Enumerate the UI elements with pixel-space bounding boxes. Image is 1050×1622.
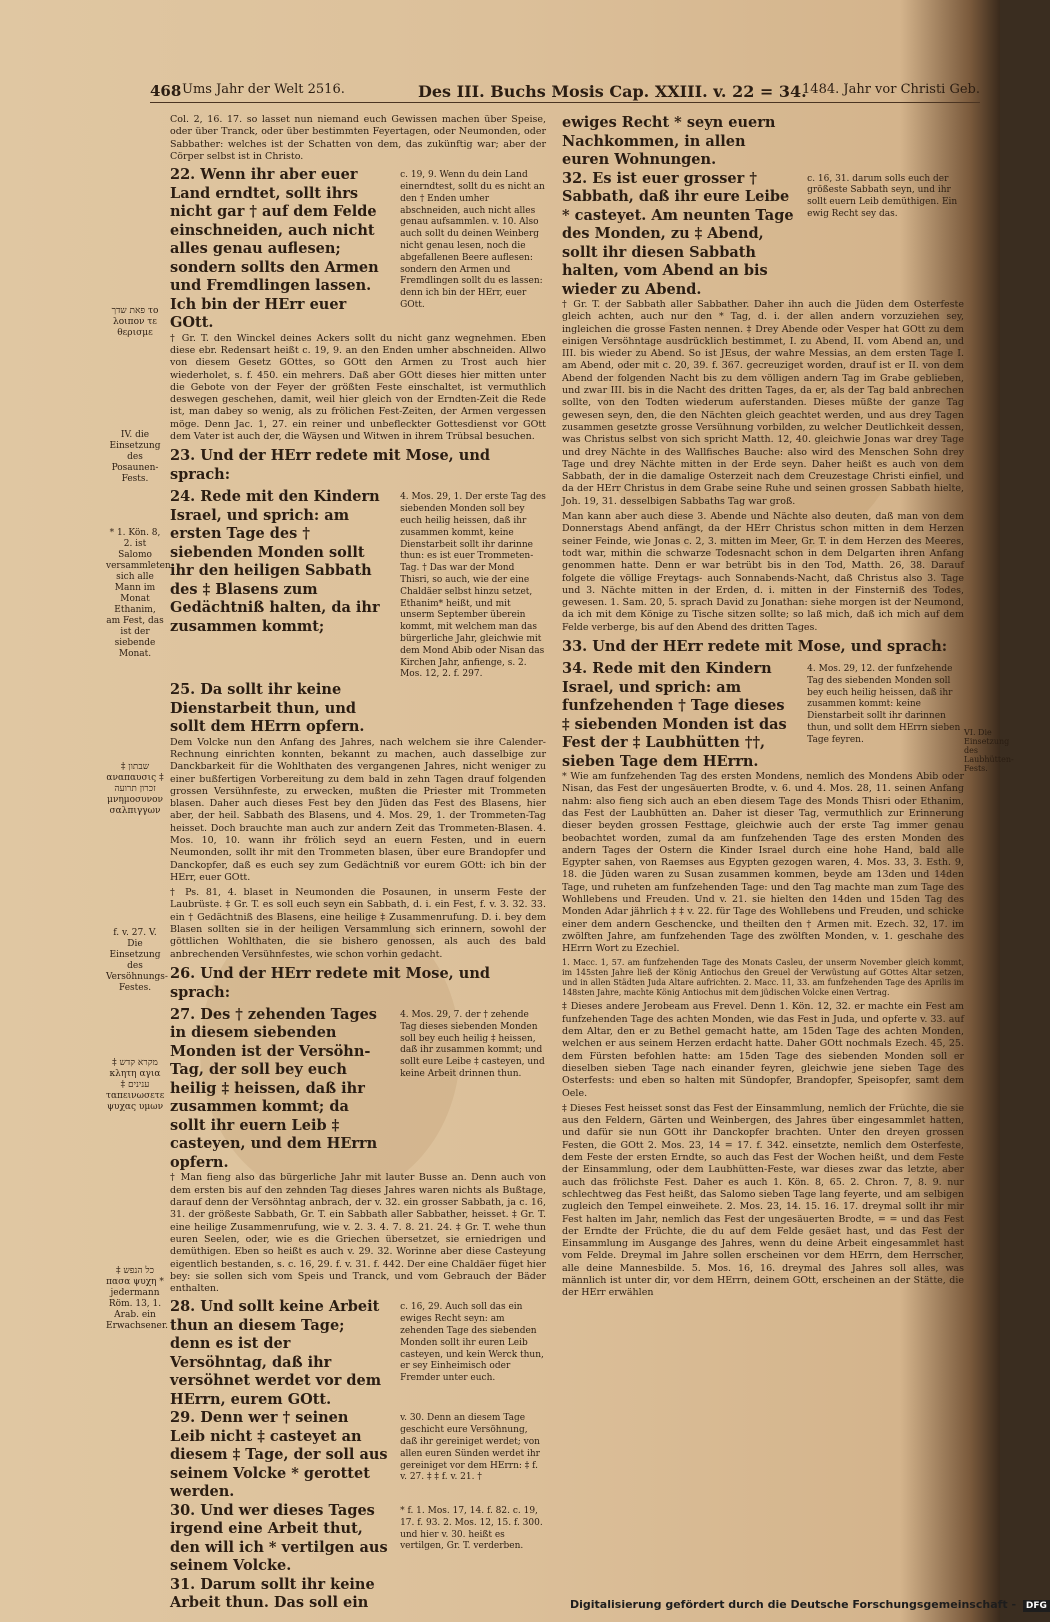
cross-reference: 4. Mos. 29, 12. der funfzehende Tag des siebenden Monden soll bey euch heilig heissen, daß ihr zusammen kommt: keine Dienstarbeit sollt ihr darinnen thun, und sollt dem HErrn sieben Tage feyren. xyxy=(807,664,961,745)
verse-text: 22. Wenn ihr aber euer Land erndtet, sollt ihrs nicht gar † auf dem Felde einschneiden, auch nicht alles genau auflesen; sondern sollts den Armen und Fremdlingen lassen. Ich bin der HErr euer GOtt. xyxy=(170,166,379,332)
gloss: 1. Macc. 1, 57. am funfzehenden Tage des Monats Casleu, der unserm November gleich kommt, im 145sten Jahre ließ der König Antiochus den Greuel der Verwüstung auf GOttes Altar setzen, und in allen Städten Juda Altare aufrichten. 2. Macc. 11, 33. am funfzehenden Tage des Aprilis im 148sten Jahre, machte König Antiochus mit dem jüdischen Volcke einen Vertrag. xyxy=(562,958,964,998)
margin-note: ‡ שבתון αναπαυσις ‡ זכרון תרועה μνημοσυνον σαλπιγγων xyxy=(106,762,164,816)
dfg-logo: DFG xyxy=(1023,1600,1050,1612)
verse-text: 30. Und wer dieses Tages irgend eine Arbeit thut, den will ich * vertilgen aus seinem Volcke. xyxy=(170,1501,388,1575)
header-title: Des III. Buchs Mosis Cap. XXIII. v. 22 = 34. xyxy=(418,82,807,101)
verse-text: 24. Rede mit den Kindern Israel, und sprich: am ersten Tage des † siebenden Monden sollt ihr den heiligen Sabbath des ‡ Blasens zum Gedächtniß halten, da ihr zusammen kommt; xyxy=(170,488,380,635)
gloss: ‡ Dieses andere Jerobeam aus Frevel. Denn 1. Kön. 12, 32. er machte ein Fest am funfzehenden Tage des achten Monden, wie das Fest in Juda, und opferte v. 33. auf dem Altar, den er zu Bethel gemacht hatte, am 15den Tage des achten Monden, welchen er aus seinem Herzen erdacht hatte. Daher GOtt nochmals Ezech. 45, 25. dem Fürsten befohlen hatte: am 15den Tage des siebenden Monden soll er dieselben sieben Tage nach einander feyren, gleichwie jene sieben Tage des Osterfests: und eben so halten mit Sündopfer, Brandopfer, Speisopfer, samt dem Oele. xyxy=(562,1001,964,1099)
verse-27 xyxy=(170,1006,546,1173)
verse-text: 27. Des † zehenden Tages in diesem siebenden Monden ist der Versöhn-Tag, der soll bey euch heilig ‡ heissen, daß ihr zusammen kommt; da sollt ihr euern Leib ‡ casteyen, und dem HErrn opfern. xyxy=(170,1005,378,1171)
digitization-credit xyxy=(570,1598,1050,1612)
right-margin-strip xyxy=(960,88,1014,1588)
left-column xyxy=(170,114,546,1613)
verse-25 xyxy=(170,681,546,737)
cross-reference: 4. Mos. 29, 1. Der erste Tag des siebenden Monden soll bey euch heilig heissen, daß ihr zusammen kommt, keine Dienstarbeit sollt ihr darinne thun: es ist euer Trommeten-Tag. † Das war der Mond Thisri, so auch, wie der eine Chaldäer selbst hinzu setzet, Ethanim* heißt, und mit unserm September überein kommt, mit welchem man das bürgerliche Jahr, gleichwie mit dem Mond Abib oder Nisan das Kirchen Jahr, anfienge, s. 2. Mos. 12, 2. f. 297. xyxy=(400,492,546,680)
cross-reference: v. 30. Denn an diesem Tage geschicht eure Versöhnung, daß ihr gereiniget werdet; von allen euren Sünden werdet ihr gereiniget vor dem HErrn: ‡ f. v. 27. ‡ ‡ f. v. 21. † xyxy=(400,1413,540,1483)
verse-text: ewiges Recht * seyn euern Nachkommen, in allen euren Wohnungen. xyxy=(562,114,776,168)
cross-reference: c. 16, 31. darum solls euch der größeste Sabbath seyn, und ihr sollt euern Leib demüthigen. Ein ewig Recht sey das. xyxy=(807,173,958,219)
verse-text: 28. Und sollt keine Arbeit thun an diesem Tage; denn es ist der Versöhntag, daß ihr versöhnet werdet vor dem HErrn, eurem GOtt. xyxy=(170,1298,382,1408)
cross-reference: 4. Mos. 29, 7. der † zehende Tag dieses siebenden Monden soll bey euch heilig ‡ heissen, daß ihr zusammen kommt; und sollt eure Leibe ‡ casteyen, und keine Arbeit drinnen thun. xyxy=(400,1009,545,1079)
gloss: † Man fieng also das bürgerliche Jahr mit lauter Busse an. Denn auch von dem ersten bis auf den zehnden Tag dieses Jahres waren nichts als Bußtage, darauf denn der Versöhntag anbrach, der v. 32. ein grosser Sabbath, ja c. 16, 31. der größeste Sabbath, Gr. T. ein Sabbath aller Sabbather, heisset. ‡ Gr. T. eine heilige Zusammenrufung, wie v. 2. 3. 4. 7. 8. 21. 24. ‡ Gr. T. wehe thun euren Seelen, oder, wie es die Griechen übersetzet, sie erniedrigen und demüthigen. Eben so heißt es auch v. 29. 32. Worinne aber diese Casteyung eigentlich bestanden, s. c. 16, 29. f. v. 31. f. 442. Der eine Chaldäer füget hier bey: sie sollen sich vom Speis und Tranck, und vom Gebrauch der Bäder enthalten. xyxy=(170,1172,546,1295)
verse-31-continued xyxy=(562,114,964,170)
margin-note: f. v. 27. V. Die Einsetzung des Versöhnungs-Festes. xyxy=(106,928,168,993)
gloss: † Gr. T. den Winckel deines Ackers sollt du nicht ganz wegnehmen. Eben diese ebr. Redensart heißt c. 19, 9. an den Enden umher abschneiden. Allwo von diesem Gesetz GOttes, so GOtt den Armen zu Trost auch hier wiederholet, s. f. 450. ein mehrers. Daß aber GOtt dieses hier mitten unter die Gebote von der Feyer der größten Feste einschaltet, ist vermuthlich deswegen geschehen, damit, weil hier gleich von der Erndten-Zeit die Rede ist, man dabey so wenig, als zu frölichen Fest-Zeiten, der Armen vergessen möge. Denn Jac. 1, 27. ein reiner und unbefleckter Gottesdienst vor GOtt dem Vater ist auch der, die Wäysen und Witwen in ihrem Trübsal besuchen. xyxy=(170,332,546,443)
intro-text: Col. 2, 16. 17. so lasset nun niemand euch Gewissen machen über Speise, oder über Tranck, oder über bestimmten Feyertagen, oder Neumonden, oder Sabbather: welches ist der Schatten von dem, das zukünftig war; aber der Cörper selbst ist in Christo. xyxy=(170,114,546,162)
verse-text: 29. Denn wer † seinen Leib nicht ‡ casteyet an diesem ‡ Tage, der soll aus seinem Volcke * gerottet werden. xyxy=(170,1409,388,1501)
verse-32 xyxy=(562,170,964,300)
verse-24 xyxy=(170,488,546,681)
cross-reference: c. 16, 29. Auch soll das ein ewiges Recht seyn: am zehenden Tage des siebenden Monden sollt ihr euren Leib casteyen, und kein Werck thun, er sey Einheimisch oder Fremder unter euch. xyxy=(400,1302,544,1384)
verse-22 xyxy=(170,166,546,333)
verse-34 xyxy=(562,660,964,771)
verse-23: 23. Und der HErr redete mit Mose, und sprach: xyxy=(170,447,491,484)
margin-note: פאת שדך το λοιπον τε θερισμε xyxy=(111,306,159,338)
gloss: Man kann aber auch diese 3. Abende und Nächte also deuten, daß man von dem Donnerstags Abend anfängt, da der HErr Christus schon mitten in dem Herzen seiner Feinde, wie Jonas c. 2, 3. mitten im Meer, Gr. T. in dem Herzen des Meeres, todt war, mithin die schwarze Todesnacht schon in dem Delgarten ihren Anfang genommen hatte. Denn er war betrübt bis in den Tod, Matth. 26, 38. Darauf folgete die völlige Freytags- auch Sonnabends-Nacht, daß Christus also 3. Tage und 3. Nächte mitten in der Erden, d. i. mitten in der Finsterniß des Todes, gewesen. 1. Sam. 20, 5. sprach David zu Jonathan: siehe morgen ist der Neumond, da ich mit dem Könige zu Tische sitzen sollte; so laß mich, daß ich mich auf dem Felde verberge, bis auf den Abend des dritten Tages. xyxy=(562,511,964,633)
margin-note: * 1. Kön. 8, 2. ist Salomo versammleten sich alle Mann im Monat Ethanim, am Fest, das ist der siebende Monat. xyxy=(106,528,171,659)
verse-33: 33. Und der HErr redete mit Mose, und sprach: xyxy=(562,638,948,656)
verse-30 xyxy=(170,1502,546,1576)
margin-note: IV. die Einsetzung des Posaunen-Fests. xyxy=(109,430,161,484)
margin-note: ‡ מקרא קדש κλητη αγια ‡ ענינים ταπεινωσετε ψυχας υμων xyxy=(106,1058,165,1112)
gloss: † Ps. 81, 4. blaset in Neumonden die Posaunen, in unserm Feste der Laubrüste. ‡ Gr. T. es soll euch seyn ein Sabbath, d. i. ein Fest, f. v. 3. 32. 33. ein † Gedächtniß des Blasens, eine heilige ‡ Zusammenrufung. D. i. bey dem Blasen sollten sie in der heiligen Versammlung sich erinnern, sowohl der göttlichen Wohlthaten, die sie bishero genossen, als auch des bald anbrechenden Versühnfestes, wie schon vorhin gedacht. xyxy=(170,887,546,960)
gloss: † Gr. T. der Sabbath aller Sabbather. Daher ihn auch die Jüden dem Osterfeste gleich achten, auch nur den * Tag, d. i. der allen andern vorzuziehen sey, ingleichen die grosse Fasten nennen. ‡ Drey Abende oder Vesper hat GOtt zu dem einigen Versöhntage ausdrücklich bestimmet, I. zu Abend, II. vom Abend an, und III. bis wieder zu Abend. So ist JEsus, der wahre Messias, an dem ersten Tage I. am Abend, oder mit c. 20, 39. f. 367. gecreuziget worden, drauf ist er II. von dem Abend der folgenden Nacht bis zu dem völligen andern Tag im Grabe geblieben, und zwar III. bis in die Nacht des dritten Tages, da er, als der Tag bald anbrechen sollte, von den Todten wiederum auferstanden. Dieses müßte der ganze Tag gewesen seyn, den, die den Nächten gleich geachtet werden, und aus drey Tagen zusammen gesetzte grosse Versühnung vorbilden, zu welcher Deutlichkeit dessen, was Christus selbst von sich spricht Matth. 12, 40. gleichwie Jonas war drey Tage und drey Nächte in des Wallfisches Bauche: also wird des Menschen Sohn drey Tage und drey Nächte mitten in der Erde seyn. Daher heißt es auch von dem Sabbath, der in die damalige Osterzeit nach dem Creuzestage Christi einfiel, und da der HErr Christus in dem Grabe seine Ruhe und seinen grossen Sabbath hielte, Joh. 19, 31. desselbigen Sabbaths Tag war groß. xyxy=(562,299,964,507)
verse-text: 32. Es ist euer grosser † Sabbath, daß ihr eure Leibe * casteyet. Am neunten Tage des Monden, zu ‡ Abend, sollt ihr diesen Sabbath halten, vom Abend an bis wieder zu Abend. xyxy=(562,169,794,298)
gloss: * Wie am funfzehenden Tag des ersten Mondens, nemlich des Mondens Abib oder Nisan, das Fest der ungesäuerten Brodte, v. 6. und 4. Mos. 28, 11. seinen Anfang nahm: also fieng sich auch an eben diesem Tage des Monds Thisri oder Ethanim, das Fest der Laubhütten an. Daher ist dieser Tag, vermuthlich zur Erinnerung dieser beyden grossen Festtage, gleichwie auch der erste Tag immer genau beobachtet worden, zumal da am funfzehenden Tage des ersten Monden des andern Tages der Ostern die Kinder Israel durch eine hohe Hand, bald alle Egypter sahen, von Raemses aus Egypten gezogen waren, 4. Mos. 33, 3. Esth. 9, 18. die Jüden waren zu Susan zusammen kommen, beyde am 13den und 14den Tage, und ruheten am funfzehenden Tage: und den Tag machte man zum Tage des Wohllebens und Freuden. Und v. 21. sie hielten den 14den und 15den Tag des Monden Adar jährlich ‡ ‡ v. 22. für Tage des Wohllebens und Freuden, und schicke einer dem andern Geschencke, und theilten den † Armen mit. Ezech. 32, 17. im zwölften Jahre, am funfzehenden Tage des zwölften Monden, v. 1. geschahe des HErrn Wort zu Ezechiel. xyxy=(562,771,964,955)
credit-text: Digitalisierung gefördert durch die Deutsche Forschungsgemeinschaft - xyxy=(570,1598,1017,1611)
verse-29 xyxy=(170,1409,546,1502)
margin-note: VI. Die Einsetzung des Laubhütten-Fests. xyxy=(964,728,1014,773)
gloss: Dem Volcke nun den Anfang des Jahres, nach welchem sie ihre Calender-Rechnung einrichten konnten, bekannt zu machen, auch dasselbige zur Danckbarkeit für die Wohlthaten des vergangenen Jahres, nicht weniger zu einer bußfertigen Vorbereitung zu dem bald in zehn Tagen drauf folgenden grossen Versühnfeste, zu erwecken, mußten die Priester mit Trommeten blasen. Daher auch dieses Fest bey den Jüden das Fest des Blasens, hier aber, der heil. Sabbath des Blasens, und 4. Mos. 29, 1. der Trommeten-Tag heisset. Doch brauchte man auch zur andern Zeit das Trommeten-Blasen. 4. Mos. 10, 10. wann ihr frölich seyd an euern Festen, und in euern Neumonden, sollt ihr mit den Trommeten blasen, über eure Brandopfer und Danckopfer, daß es euch sey zum Gedächtniß vor eurem GOtt: ich bin der HErr, euer GOtt. xyxy=(170,736,546,883)
footnote: * f. 1. Mos. 17, 14. f. 82. c. 19, 17. f. 93. 2. Mos. 12, 15. f. 300. und hier v. 30. heißt es vertilgen, Gr. T. verderben. xyxy=(400,1505,543,1552)
gloss: ‡ Dieses Fest heisset sonst das Fest der Einsammlung, nemlich der Früchte, die sie aus den Feldern, Gärten und Weinbergen, des Jahres über eingesammlet hatten, und dafür sie nun GOtt ihr Danckopfer brachten. Unter den dreyen grossen Festen, die GOtt 2. Mos. 23, 14 = 17. f. 342. einsetzte, nemlich dem Osterfeste, dem Feste der ersten Erndte, so auch das Fest der Wochen heißt, und dem Feste der Einsammlung, oder dem Laubhütten-Feste, war dieses zwar das letzte, aber auch das frölichste Fest. Daher es auch 1. Kön. 8, 65. 2. Chron. 7, 8. 9. nur schlechtweg das Fest heißt, das Salomo sieben Tage lang feyerte, und am selbigen zugleich den Tempel einweihete. 2. Mos. 23, 14. 15. 16. 17. dreymal sollt ihr mir Fest halten im Jahr, nemlich das Fest der ungesäuerten Brodte, = = und das Fest der Erndte der Früchte, die du auf dem Felde gesäet hast, und das Fest der Einsammlung im Ausgange des Jahres, wenn du deine Arbeit eingesammlet hast vom Felde. Dreymal im Jahre sollen erscheinen vor dem HErrn, dem Herrscher, alle deine Mannesbilde. 5. Mos. 16, 16. dreymal des Jahres soll alles, was männlich ist unter dir, vor dem HErrn, deinem GOtt, erscheinen an der Stätte, die der HErr erwählen xyxy=(562,1102,964,1299)
verse-text: 25. Da sollt ihr keine Dienstarbeit thun, und sollt dem HErrn opfern. xyxy=(170,681,365,736)
header-year-left: Ums Jahr der Welt 2516. xyxy=(182,82,345,97)
right-column xyxy=(562,114,964,1303)
margin-note: ‡ כל הנפש πασα ψυχη * jedermann Röm. 13, 1. Arab. ein Erwachsener. xyxy=(106,1266,169,1331)
header-year-right: 1484. Jahr vor Christi Geb. xyxy=(802,82,980,97)
verse-28 xyxy=(170,1298,546,1409)
verse-text: 34. Rede mit den Kindern Israel, und sprich: am funfzehenden † Tage dieses ‡ siebenden Monden ist das Fest der ‡ Laubhütten ††, sieben Tage dem HErrn. xyxy=(562,660,787,770)
verse-26: 26. Und der HErr redete mit Mose, und sprach: xyxy=(170,964,491,1001)
verse-text: 31. Darum sollt ihr keine Arbeit thun. Das soll ein xyxy=(170,1575,375,1612)
verse-31 xyxy=(170,1576,546,1613)
running-header xyxy=(150,80,980,103)
page-number: 468 xyxy=(150,82,182,100)
cross-reference: c. 19, 9. Wenn du dein Land einerndtest, sollt du es nicht an den † Enden umher abschneiden, auch nicht alles genau aufsammlen. v. 10. Also auch sollt du deinen Weinberg nicht genau lesen, noch die abgefallenen Beere auflesen: sondern den Armen und Fremdlingen sollt du es lassen: denn ich bin der HErr, euer GOtt. xyxy=(400,170,545,310)
